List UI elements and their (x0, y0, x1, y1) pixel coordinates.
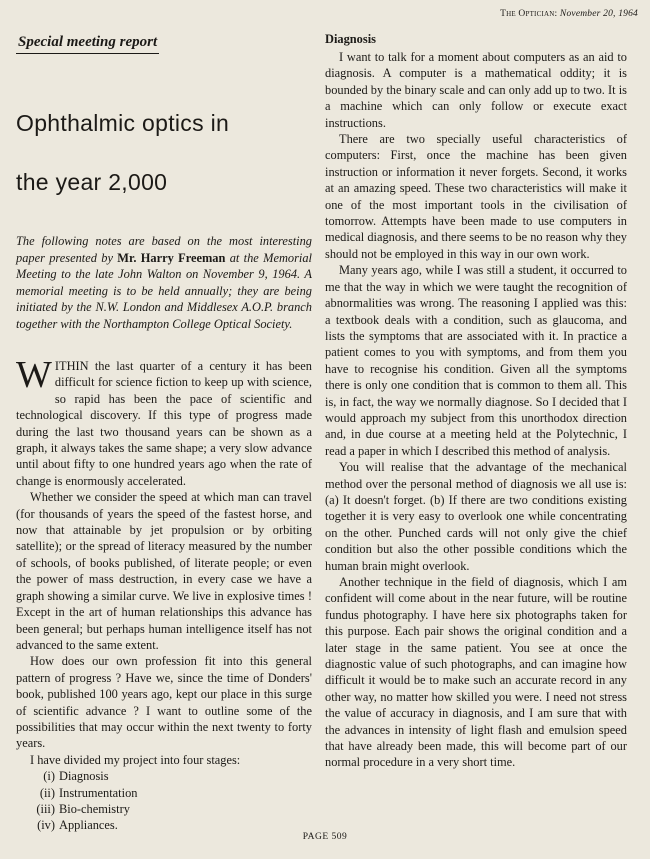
running-head (500, 9, 638, 19)
article-standfirst (16, 233, 312, 332)
issue-date: November 20, 1964 (559, 9, 638, 19)
paragraph-r1: I want to talk for a moment about computers as an aid to diagnosis. A computer is a mathematical oddity; it is bounded by the binary scale and can only add up to two. It is a machine which can only follow or execute exact instructions. (325, 50, 627, 130)
paragraph-3: How does our own profession fit into this general pattern of progress ? Have we, since the time of Donders' book, published 100 years ago, kept our place in this surge of scientific advance ? I want to outline some of the possibilities that may occur within the next twenty to forty years. (16, 654, 312, 751)
right-body (325, 49, 627, 771)
paragraph-1-text: ITHIN the last quarter of a century it has been difficult for science fiction to keep up with science, so rapid has been the pace of scientific and technological discovery. If this type of progress made during the last two thousand years can be shown as a graph, it always takes the same shape; a very slow advance until about fifty to one hundred years ago when the rate of change is enormously accelerated. (16, 359, 312, 488)
stages-list (16, 768, 312, 834)
right-column (325, 32, 627, 771)
list-item: (i) Diagnosis (43, 769, 109, 784)
page-number: PAGE 509 (302, 832, 348, 842)
left-body (16, 354, 312, 768)
paragraph-1 (16, 354, 312, 489)
list-item: (iv) Appliances. (37, 818, 118, 833)
paragraph-4: I have divided my project into four stages: (30, 752, 241, 767)
paragraph-r3: Many years ago, while I was still a student, it occurred to me that the way in which we were taught the recognition of abnormalities was wrong. The reasoning I applied was this: a textbook deals with a condition, such as glaucoma, and lists the symptoms that are associated with it. In practice a patient comes to you with symptoms, and from them you have to recognise his condition. Given all the symptoms there is only one condition that is common to them all. This is, in fact, the way we normally diagnose. So I decided that I would approach my subject from this unorthodox direction and, in due course at a meeting held at the Polytechnic, I read a paper in which I described this method of analysis. (325, 263, 627, 458)
standfirst-part2: at the Memorial Meeting to the late John Walton on November 9, 1964. A memorial meeting is to be held annually; they are being initiated by the N.W. London and Middlesex A.O.P. branch together with the Northampton College Optical Society. (16, 250, 312, 331)
section-heading-diagnosis: Diagnosis (325, 32, 376, 46)
paragraph-2: Whether we consider the speed at which man can travel (for thousands of years the speed of the fastest horse, and now that attainable by jet propulsion or by orbiting satellite); or the spread of literacy measured by the number of schools, of books published, of literate people; or even the power of mass destruction, in every case we have a graph showing a similar curve. We live in explosive times ! Except in the art of human relationships this advance has been general; but perhaps human intelligence itself has not advanced to the same extent. (16, 490, 312, 652)
drop-cap: W (16, 354, 52, 396)
section-kicker: Special meeting report (16, 32, 159, 54)
paragraph-r5: Another technique in the field of diagnosis, which I am confident will come about in the near future, will be routine fundus photography. I have here six photographs taken for this purpose. Each pair shows the original condition and a later stage in the same patient. You see at once the diagnostic value of such photographs, and can imagine how difficult it would be to make such an accurate record in any other way, no matter how skilled you were. I need not stress the value of accuracy in diagnosis, and I am sure that with the advances in intensity of light flash and emulsion speed that have already been made, this will become part of our normal procedure in a very short time. (325, 575, 627, 770)
paragraph-r4: You will realise that the advantage of the mechanical method over the personal method of diagnosis we all use is: (a) It doesn't forget. (b) If there are two conditions existing together it is very easy to overlook one while concentrating on the other. Punched cards will not only give the chief condition but also the other possible conditions which the human brain might overlook. (325, 460, 627, 573)
article-title-line1: Ophthalmic optics in (16, 110, 230, 136)
article-title-line2: the year 2,000 (16, 169, 168, 195)
speaker-name: Mr. Harry Freeman (117, 250, 226, 265)
list-item: (iii) Bio-chemistry (36, 801, 130, 816)
list-item: (ii) Instrumentation (39, 785, 138, 800)
left-column (16, 30, 312, 834)
standfirst-part1: The following notes are based on the most interesting paper presented by (16, 234, 312, 265)
journal-name: The Optician: (500, 9, 558, 19)
paragraph-r2: There are two specially useful characteristics of computers: First, once the machine has been given instruction or information it never forgets. Second, it works at an amazing speed. These two characteristics will make it one of the most important tools in the civilisation of tomorrow. Attempts have been made to use computers in medical diagnosis, and there seems to be no reason why they should not be employed in this way in our own work. (325, 132, 627, 261)
